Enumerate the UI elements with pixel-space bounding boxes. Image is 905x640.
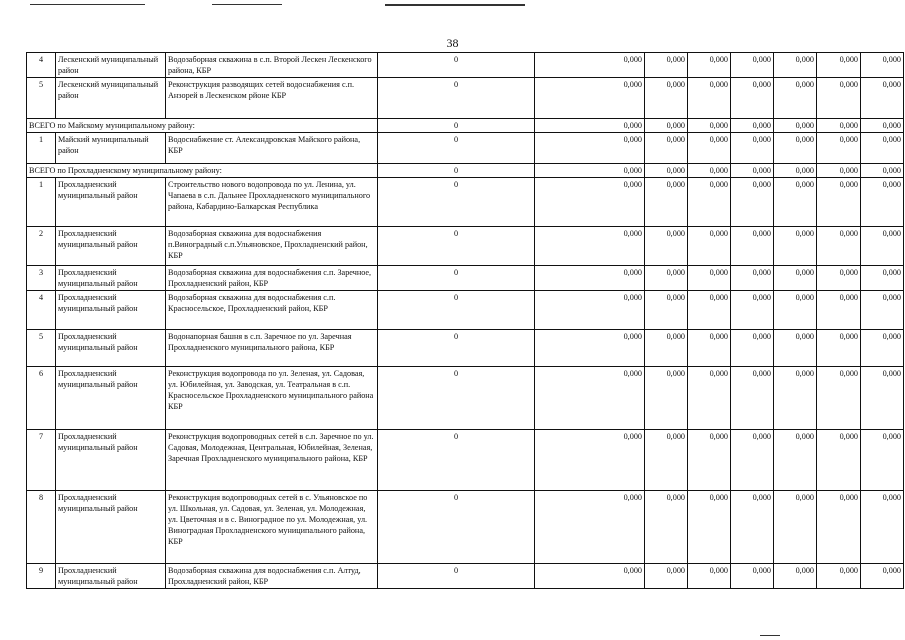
page-number: 38	[446, 36, 459, 50]
row-number: 2	[27, 227, 56, 266]
value-cell: 0,000	[645, 367, 688, 430]
value-cell: 0,000	[535, 119, 645, 133]
value-cell: 0,000	[688, 133, 731, 164]
value-cell: 0,000	[861, 564, 904, 589]
count-cell: 0	[378, 367, 535, 430]
value-cell: 0,000	[774, 164, 817, 178]
district-cell: Прохладненский муниципальный район	[56, 491, 166, 564]
value-cell: 0,000	[861, 133, 904, 164]
value-cell: 0,000	[645, 266, 688, 291]
object-name-cell: Водозаборная скважина в с.п. Второй Лескен Лескенского района, КБР	[166, 53, 378, 78]
value-cell: 0,000	[645, 491, 688, 564]
header-line-left	[30, 4, 145, 5]
value-cell: 0,000	[861, 266, 904, 291]
table-row	[27, 367, 904, 430]
table-row	[27, 491, 904, 564]
value-cell: 0,000	[817, 227, 861, 266]
row-number: 4	[27, 291, 56, 330]
value-cell: 0,000	[774, 133, 817, 164]
value-cell: 0,000	[688, 430, 731, 491]
value-cell: 0,000	[731, 53, 774, 78]
value-cell: 0,000	[535, 491, 645, 564]
header-line-right	[385, 4, 525, 6]
value-cell: 0,000	[645, 78, 688, 119]
value-cell: 0,000	[861, 164, 904, 178]
value-cell: 0,000	[817, 53, 861, 78]
count-cell: 0	[378, 330, 535, 367]
value-cell: 0,000	[731, 367, 774, 430]
value-cell: 0,000	[774, 78, 817, 119]
row-number: 5	[27, 78, 56, 119]
value-cell: 0,000	[688, 491, 731, 564]
value-cell: 0,000	[861, 78, 904, 119]
value-cell: 0,000	[688, 164, 731, 178]
value-cell: 0,000	[861, 178, 904, 227]
object-name-cell: Водоснабжение ст. Александровская Майского района, КБР	[166, 133, 378, 164]
value-cell: 0,000	[535, 430, 645, 491]
count-cell: 0	[378, 430, 535, 491]
value-cell: 0,000	[688, 178, 731, 227]
value-cell: 0,000	[688, 291, 731, 330]
value-cell: 0,000	[731, 227, 774, 266]
object-name-cell: Реконструкция водопроводных сетей в с.п. Заречное по ул. Садовая, Молодежная, Центральная, Юбилейная, Зеленая, Заречная Прохладненского муниципального района, КБР	[166, 430, 378, 491]
value-cell: 0,000	[688, 266, 731, 291]
count-cell: 0	[378, 491, 535, 564]
count-cell: 0	[378, 78, 535, 119]
value-cell: 0,000	[645, 430, 688, 491]
value-cell: 0,000	[817, 119, 861, 133]
table-row	[27, 133, 904, 164]
footer-mark	[760, 635, 780, 636]
value-cell: 0,000	[688, 367, 731, 430]
district-cell: Прохладненский муниципальный район	[56, 430, 166, 491]
district-cell: Майский муниципальный район	[56, 133, 166, 164]
value-cell: 0,000	[731, 430, 774, 491]
value-cell: 0,000	[817, 430, 861, 491]
object-name-cell: Водонапорная башня в с.п. Заречное по ул. Заречная Прохладненского муниципального района, КБР	[166, 330, 378, 367]
value-cell: 0,000	[731, 178, 774, 227]
value-cell: 0,000	[817, 266, 861, 291]
value-cell: 0,000	[535, 367, 645, 430]
value-cell: 0,000	[688, 330, 731, 367]
value-cell: 0,000	[731, 291, 774, 330]
value-cell: 0,000	[645, 227, 688, 266]
value-cell: 0,000	[731, 491, 774, 564]
value-cell: 0,000	[774, 367, 817, 430]
value-cell: 0,000	[535, 53, 645, 78]
count-cell: 0	[378, 53, 535, 78]
value-cell: 0,000	[535, 78, 645, 119]
value-cell: 0,000	[817, 291, 861, 330]
value-cell: 0,000	[774, 266, 817, 291]
value-cell: 0,000	[688, 227, 731, 266]
row-number: 5	[27, 330, 56, 367]
value-cell: 0,000	[817, 78, 861, 119]
table-row	[27, 291, 904, 330]
value-cell: 0,000	[731, 266, 774, 291]
value-cell: 0,000	[774, 430, 817, 491]
object-name-cell: Водозаборная скважина для водоснабжения с.п. Алтуд, Прохладненский район, КБР	[166, 564, 378, 589]
table-row	[27, 430, 904, 491]
object-name-cell: Водозаборная скважина для водоснабжения с.п. Заречное, Прохладненский район, КБР	[166, 266, 378, 291]
value-cell: 0,000	[817, 330, 861, 367]
value-cell: 0,000	[774, 119, 817, 133]
value-cell: 0,000	[645, 564, 688, 589]
value-cell: 0,000	[774, 53, 817, 78]
row-number: 3	[27, 266, 56, 291]
count-cell: 0	[378, 133, 535, 164]
value-cell: 0,000	[645, 133, 688, 164]
value-cell: 0,000	[774, 564, 817, 589]
value-cell: 0,000	[535, 133, 645, 164]
value-cell: 0,000	[731, 78, 774, 119]
value-cell: 0,000	[861, 291, 904, 330]
value-cell: 0,000	[535, 164, 645, 178]
value-cell: 0,000	[645, 53, 688, 78]
object-name-cell: Водозаборная скважина для водоснабжения п.Виноградный с.п.Ульяновское, Прохладненский район, КБР	[166, 227, 378, 266]
value-cell: 0,000	[731, 564, 774, 589]
header-line-center	[212, 4, 282, 5]
object-name-cell: Реконструкция водопровода по ул. Зеленая, ул. Садовая, ул. Юбилейная, ул. Заводская, ул. Театральная в с.п. Красносельское Прохладненского муниципального района КБР	[166, 367, 378, 430]
value-cell: 0,000	[817, 164, 861, 178]
value-cell: 0,000	[861, 227, 904, 266]
row-number: 9	[27, 564, 56, 589]
row-number: 6	[27, 367, 56, 430]
object-name-cell: Реконструкция разводящих сетей водоснабжения с.п. Анзорей в Лескенском рйоне КБР	[166, 78, 378, 119]
table-row	[27, 53, 904, 78]
total-label: ВСЕГО по Майскому муниципальному району:	[27, 119, 378, 133]
value-cell: 0,000	[861, 330, 904, 367]
count-cell: 0	[378, 164, 535, 178]
row-number: 8	[27, 491, 56, 564]
table-row	[27, 564, 904, 589]
value-cell: 0,000	[774, 491, 817, 564]
table-row	[27, 78, 904, 119]
value-cell: 0,000	[774, 330, 817, 367]
value-cell: 0,000	[731, 164, 774, 178]
district-cell: Прохладненский муниципальный район	[56, 564, 166, 589]
object-name-cell: Водозаборная скважина для водоснабжения с.п. Красносельское, Прохладненский район, КБР	[166, 291, 378, 330]
district-cell: Прохладненский муниципальный район	[56, 266, 166, 291]
value-cell: 0,000	[645, 164, 688, 178]
total-row	[27, 119, 904, 133]
count-cell: 0	[378, 227, 535, 266]
table-row	[27, 330, 904, 367]
value-cell: 0,000	[535, 330, 645, 367]
count-cell: 0	[378, 266, 535, 291]
row-number: 7	[27, 430, 56, 491]
count-cell: 0	[378, 564, 535, 589]
table-row	[27, 178, 904, 227]
value-cell: 0,000	[817, 564, 861, 589]
value-cell: 0,000	[688, 53, 731, 78]
value-cell: 0,000	[817, 178, 861, 227]
value-cell: 0,000	[645, 291, 688, 330]
count-cell: 0	[378, 178, 535, 227]
value-cell: 0,000	[535, 564, 645, 589]
row-number: 1	[27, 178, 56, 227]
value-cell: 0,000	[861, 430, 904, 491]
value-cell: 0,000	[535, 266, 645, 291]
district-cell: Прохладненский муниципальный район	[56, 330, 166, 367]
row-number: 1	[27, 133, 56, 164]
total-row	[27, 164, 904, 178]
value-cell: 0,000	[535, 291, 645, 330]
value-cell: 0,000	[774, 227, 817, 266]
value-cell: 0,000	[535, 178, 645, 227]
district-cell: Лескенский муниципальный район	[56, 53, 166, 78]
total-label: ВСЕГО по Прохладненскому муниципальному району:	[27, 164, 378, 178]
program-table	[26, 52, 904, 589]
table-row	[27, 266, 904, 291]
value-cell: 0,000	[774, 291, 817, 330]
value-cell: 0,000	[645, 178, 688, 227]
row-number: 4	[27, 53, 56, 78]
value-cell: 0,000	[688, 78, 731, 119]
value-cell: 0,000	[861, 53, 904, 78]
value-cell: 0,000	[861, 367, 904, 430]
value-cell: 0,000	[817, 491, 861, 564]
district-cell: Прохладненский муниципальный район	[56, 367, 166, 430]
count-cell: 0	[378, 119, 535, 133]
value-cell: 0,000	[731, 119, 774, 133]
value-cell: 0,000	[535, 227, 645, 266]
value-cell: 0,000	[731, 330, 774, 367]
district-cell: Прохладненский муниципальный район	[56, 227, 166, 266]
district-cell: Прохладненский муниципальный район	[56, 178, 166, 227]
count-cell: 0	[378, 291, 535, 330]
value-cell: 0,000	[774, 178, 817, 227]
value-cell: 0,000	[688, 119, 731, 133]
value-cell: 0,000	[817, 367, 861, 430]
object-name-cell: Строительство нового водопровода по ул. Ленина, ул. Чапаева в с.п. Дальнее Прохладненского муниципального района, Кабардино-Балкарская Республика	[166, 178, 378, 227]
value-cell: 0,000	[645, 330, 688, 367]
district-cell: Прохладненский муниципальный район	[56, 291, 166, 330]
district-cell: Лескенский муниципальный район	[56, 78, 166, 119]
value-cell: 0,000	[861, 491, 904, 564]
value-cell: 0,000	[817, 133, 861, 164]
value-cell: 0,000	[645, 119, 688, 133]
object-name-cell: Реконструкция водопроводных сетей в с. Ульяновское по ул. Школьная, ул. Садовая, ул. Зеленая, ул. Молодежная, ул. Цветочная и в с. Виноградное по ул. Молодежная, ул. Виноградная Прохладненского муниципального района, КБР	[166, 491, 378, 564]
value-cell: 0,000	[861, 119, 904, 133]
table-row	[27, 227, 904, 266]
value-cell: 0,000	[688, 564, 731, 589]
value-cell: 0,000	[731, 133, 774, 164]
